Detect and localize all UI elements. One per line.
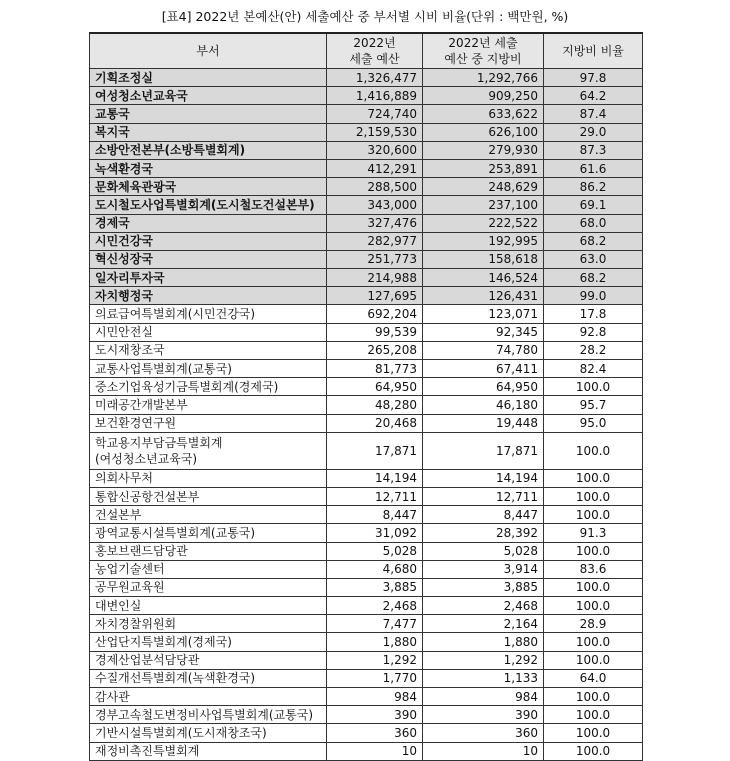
dept-name-cell [90,287,327,305]
budget-cell: 1,416,889 [327,87,423,105]
table-row [90,615,643,633]
table-row [90,560,643,578]
local-budget-cell: 28,392 [423,524,544,542]
table-row [90,742,643,760]
dept-name-cell [90,414,327,432]
ratio-cell: 61.6 [544,159,643,177]
dept-name: 보건환경연구원 [95,416,177,431]
dept-name-cell [90,323,327,341]
budget-cell: 127,695 [327,287,423,305]
dept-name-cell [90,196,327,214]
table-row [90,487,643,505]
local-budget-cell: 14,194 [423,469,544,487]
ratio-cell: 97.8 [544,69,643,87]
local-budget-cell: 123,071 [423,305,544,323]
ratio-cell: 86.2 [544,178,643,196]
dept-name-cell [90,232,327,250]
budget-cell: 320,600 [327,141,423,159]
dept-name: 대변인실 [95,598,142,613]
ratio-cell: 100.0 [544,542,643,560]
dept-name-cell [90,269,327,287]
dept-name: 재정비촉진특별회계 [95,744,200,759]
local-budget-cell: 2,164 [423,615,544,633]
ratio-cell: 95.7 [544,396,643,414]
budget-cell: 14,194 [327,469,423,487]
budget-cell: 984 [327,688,423,706]
table-row [90,360,643,378]
dept-name: 경제산업분석담당관 [95,653,200,668]
budget-cell: 48,280 [327,396,423,414]
header-budget [327,33,423,69]
table-row [90,706,643,724]
local-budget-cell: 248,629 [423,178,544,196]
local-budget-cell: 237,100 [423,196,544,214]
ratio-cell: 100.0 [544,469,643,487]
dept-name: 복지국 [95,125,130,140]
local-budget-cell: 222,522 [423,214,544,232]
local-budget-cell: 74,780 [423,341,544,359]
ratio-cell: 87.4 [544,105,643,123]
table-row [90,341,643,359]
table-row [90,378,643,396]
ratio-cell: 99.0 [544,287,643,305]
budget-cell: 327,476 [327,214,423,232]
ratio-cell: 100.0 [544,706,643,724]
header-budget-line2: 세출 예산 [349,52,400,66]
local-budget-cell: 1,292 [423,651,544,669]
table-row [90,305,643,323]
table-row [90,724,643,742]
budget-cell: 81,773 [327,360,423,378]
dept-name-cell [90,524,327,542]
dept-name: 미래공간개발본부 [95,397,188,412]
dept-name: 소방안전본부(소방특별회계) [95,143,246,158]
ratio-cell: 82.4 [544,360,643,378]
ratio-cell: 87.3 [544,141,643,159]
dept-name-cell [90,87,327,105]
budget-cell: 1,292 [327,651,423,669]
table-row [90,232,643,250]
dept-name: 수질개선특별회계(녹색환경국) [95,671,256,686]
header-budget-line1: 2022년 [353,36,396,50]
budget-cell: 360 [327,724,423,742]
ratio-cell: 68.2 [544,232,643,250]
local-budget-cell: 626,100 [423,123,544,141]
ratio-cell: 28.9 [544,615,643,633]
budget-cell: 692,204 [327,305,423,323]
dept-name: 자치경찰위원회 [95,616,177,631]
ratio-cell: 100.0 [544,633,643,651]
table-row [90,542,643,560]
local-budget-cell: 8,447 [423,506,544,524]
ratio-cell: 100.0 [544,724,643,742]
budget-cell: 8,447 [327,506,423,524]
budget-cell: 251,773 [327,250,423,268]
dept-name: 도시철도사업특별회계(도시철도건설본부) [95,197,315,212]
ratio-cell: 29.0 [544,123,643,141]
dept-name: 의회사무처 [95,471,153,486]
table-row [90,105,643,123]
local-budget-cell: 146,524 [423,269,544,287]
table-row [90,69,643,87]
local-budget-cell: 126,431 [423,287,544,305]
budget-cell: 10 [327,742,423,760]
dept-name-cell [90,432,327,469]
dept-name-cell [90,378,327,396]
budget-cell: 3,885 [327,578,423,596]
local-budget-cell: 5,028 [423,542,544,560]
table-row [90,469,643,487]
header-dept: 부서 [90,33,327,69]
dept-name: 중소기업육성기금특별회계(경제국) [95,379,279,394]
local-budget-cell: 1,880 [423,633,544,651]
local-budget-cell: 46,180 [423,396,544,414]
ratio-cell: 100.0 [544,432,643,469]
ratio-cell: 17.8 [544,305,643,323]
dept-name-cell [90,651,327,669]
dept-name-cell [90,615,327,633]
dept-name-cell [90,633,327,651]
table-row [90,669,643,687]
dept-name-cell [90,688,327,706]
ratio-cell: 100.0 [544,487,643,505]
dept-name-cell [90,105,327,123]
table-row [90,506,643,524]
table-row [90,214,643,232]
budget-cell: 4,680 [327,560,423,578]
dept-name-cell [90,141,327,159]
dept-name-cell [90,669,327,687]
table-row [90,651,643,669]
dept-name-cell [90,578,327,596]
budget-cell: 2,159,530 [327,123,423,141]
dept-name: 농업기술센터 [95,562,165,577]
budget-cell: 31,092 [327,524,423,542]
dept-name: 의료급여특별회계(시민건강국) [95,307,256,322]
budget-cell: 7,477 [327,615,423,633]
table-row [90,178,643,196]
dept-name: 공무원교육원 [95,580,165,595]
dept-name-cell [90,396,327,414]
dept-name: 홍보브랜드담당관 [95,544,188,559]
local-budget-cell: 67,411 [423,360,544,378]
dept-name: 학교용지부담금특별회계 [95,435,223,450]
dept-name: 통합신공항건설본부 [95,489,200,504]
ratio-cell: 100.0 [544,597,643,615]
ratio-cell: 95.0 [544,414,643,432]
dept-name: 도시재창조국 [95,343,165,358]
ratio-cell: 64.0 [544,669,643,687]
header-local-line1: 2022년 세출 [448,36,518,50]
local-budget-cell: 10 [423,742,544,760]
local-budget-cell: 12,711 [423,487,544,505]
dept-name: 자치행정국 [95,288,153,303]
local-budget-cell: 360 [423,724,544,742]
budget-cell: 288,500 [327,178,423,196]
local-budget-cell: 253,891 [423,159,544,177]
dept-name-cell [90,305,327,323]
dept-name-cell [90,341,327,359]
budget-cell: 282,977 [327,232,423,250]
dept-name-cell [90,560,327,578]
table-body [90,69,643,761]
dept-name: 일자리투자국 [95,270,165,285]
local-budget-cell: 19,448 [423,414,544,432]
budget-table [89,32,643,761]
local-budget-cell: 1,133 [423,669,544,687]
dept-name-cell [90,178,327,196]
table-row [90,414,643,432]
header-row [90,33,643,69]
dept-name-cell [90,69,327,87]
budget-cell: 20,468 [327,414,423,432]
dept-name-cell [90,123,327,141]
local-budget-cell: 984 [423,688,544,706]
table-row [90,87,643,105]
dept-name-cell [90,159,327,177]
table-row [90,396,643,414]
ratio-cell: 100.0 [544,688,643,706]
dept-name: 건설본부 [95,507,142,522]
table-row [90,196,643,214]
budget-cell: 1,770 [327,669,423,687]
dept-name-cell [90,250,327,268]
table-row [90,432,643,469]
header-local [423,33,544,69]
budget-cell: 412,291 [327,159,423,177]
dept-name: 혁신성장국 [95,252,153,267]
ratio-cell: 68.0 [544,214,643,232]
ratio-cell: 64.2 [544,87,643,105]
dept-name: 산업단지특별회계(경제국) [95,635,232,650]
table-row [90,123,643,141]
local-budget-cell: 3,885 [423,578,544,596]
dept-name: 여성청소년교육국 [95,88,188,103]
ratio-cell: 92.8 [544,323,643,341]
table-row [90,269,643,287]
header-ratio: 지방비 비율 [544,33,643,69]
dept-name-cell [90,506,327,524]
dept-name: 경제국 [95,216,130,231]
local-budget-cell: 192,995 [423,232,544,250]
ratio-cell: 100.0 [544,742,643,760]
table-row [90,159,643,177]
budget-cell: 99,539 [327,323,423,341]
budget-cell: 64,950 [327,378,423,396]
table-row [90,578,643,596]
dept-name-cell [90,360,327,378]
dept-name: 교통국 [95,106,130,121]
dept-name: 문화체육관광국 [95,179,177,194]
budget-cell: 1,880 [327,633,423,651]
dept-name: 경부고속철도변정비사업특별회계(교통국) [95,707,314,722]
budget-cell: 2,468 [327,597,423,615]
local-budget-cell: 279,930 [423,141,544,159]
local-budget-cell: 92,345 [423,323,544,341]
local-budget-cell: 17,871 [423,432,544,469]
dept-name-cell [90,742,327,760]
budget-cell: 214,988 [327,269,423,287]
dept-name: 시민안전실 [95,325,153,340]
table-row [90,633,643,651]
ratio-cell: 28.2 [544,341,643,359]
table-row [90,524,643,542]
dept-name-cell [90,469,327,487]
dept-name: 녹색환경국 [95,161,153,176]
budget-cell: 265,208 [327,341,423,359]
dept-name-cell [90,214,327,232]
local-budget-cell: 633,622 [423,105,544,123]
dept-name-cell [90,706,327,724]
ratio-cell: 69.1 [544,196,643,214]
dept-name-cell [90,542,327,560]
header-local-line2: 예산 중 지방비 [444,52,522,66]
local-budget-cell: 390 [423,706,544,724]
ratio-cell: 100.0 [544,651,643,669]
dept-name: 기획조정실 [95,70,153,85]
ratio-cell: 100.0 [544,506,643,524]
local-budget-cell: 3,914 [423,560,544,578]
budget-cell: 724,740 [327,105,423,123]
dept-name: 기반시설특별회계(도시재창조국) [95,725,267,740]
local-budget-cell: 1,292,766 [423,69,544,87]
local-budget-cell: 909,250 [423,87,544,105]
table-title: [표4] 2022년 본예산(안) 세출예산 중 부서별 시비 비율(단위 : 백만원, %) [161,9,569,24]
table-row [90,323,643,341]
budget-cell: 343,000 [327,196,423,214]
dept-name-cell [90,724,327,742]
ratio-cell: 68.2 [544,269,643,287]
budget-cell: 17,871 [327,432,423,469]
dept-name-cell [90,597,327,615]
table-row [90,250,643,268]
ratio-cell: 83.6 [544,560,643,578]
ratio-cell: 100.0 [544,378,643,396]
budget-cell: 390 [327,706,423,724]
dept-name: 광역교통시설특별회계(교통국) [95,525,256,540]
budget-cell: 1,326,477 [327,69,423,87]
ratio-cell: 63.0 [544,250,643,268]
table-row [90,141,643,159]
table-row [90,597,643,615]
dept-name-line2: (여성청소년교육국) [95,451,198,466]
table-row [90,287,643,305]
local-budget-cell: 64,950 [423,378,544,396]
budget-cell: 12,711 [327,487,423,505]
dept-name: 감사관 [95,689,130,704]
dept-name-cell [90,487,327,505]
ratio-cell: 100.0 [544,578,643,596]
dept-name: 시민건강국 [95,234,153,249]
local-budget-cell: 158,618 [423,250,544,268]
budget-cell: 5,028 [327,542,423,560]
ratio-cell: 91.3 [544,524,643,542]
table-row [90,688,643,706]
local-budget-cell: 2,468 [423,597,544,615]
dept-name: 교통사업특별회계(교통국) [95,361,232,376]
